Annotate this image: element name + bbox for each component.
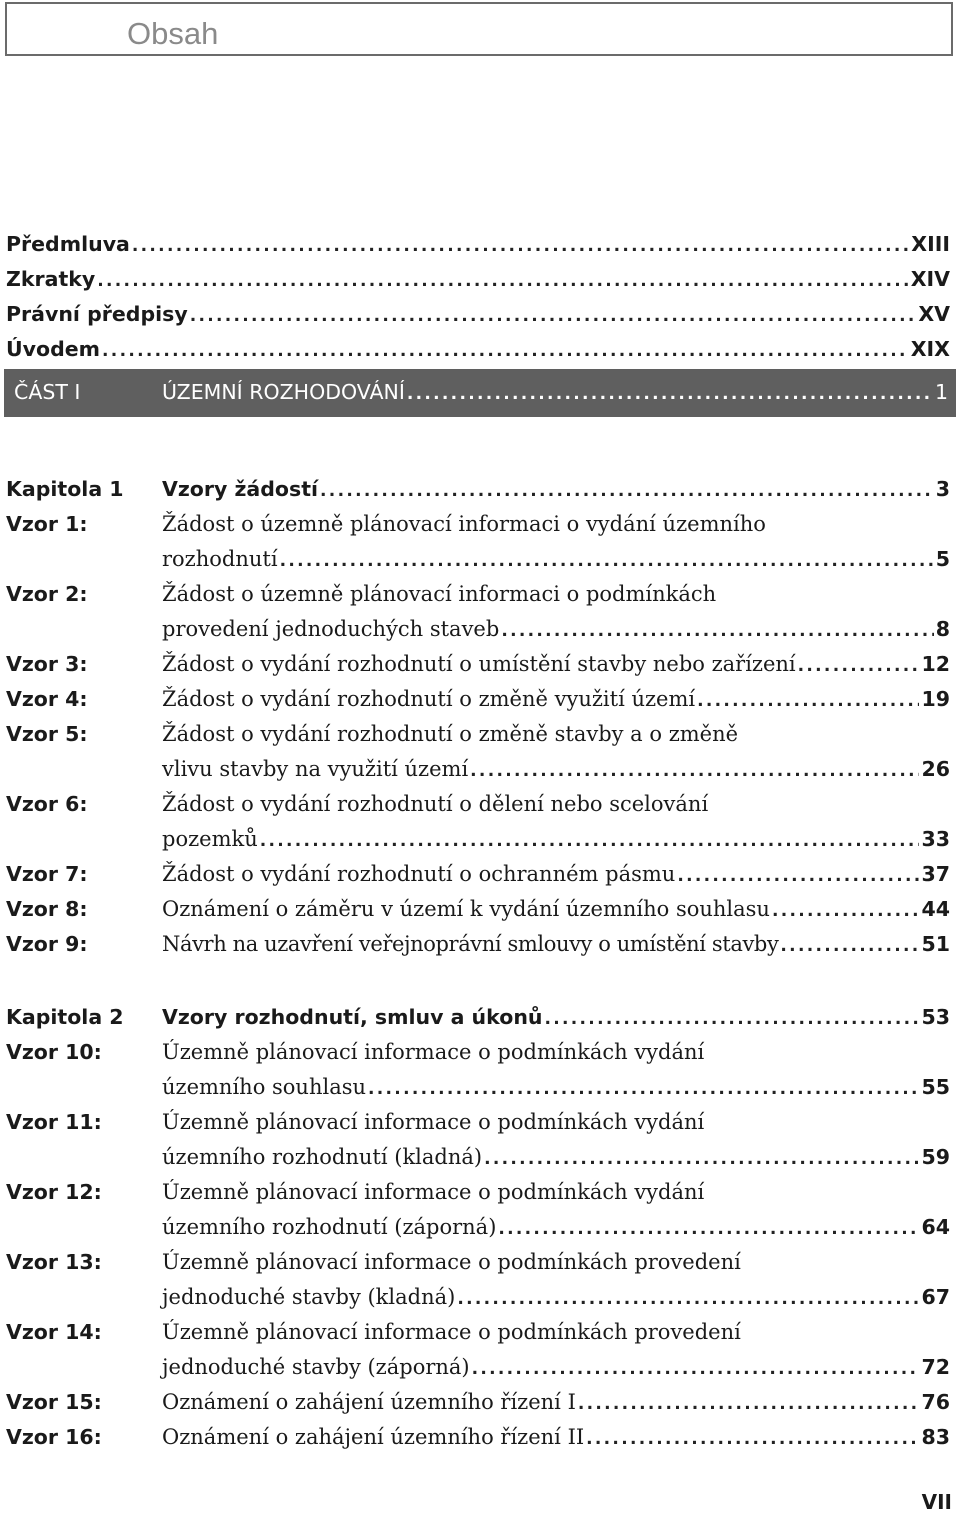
- entry-title-line1: Žádost o vydání rozhodnutí o ochranném pásmu: [162, 862, 676, 886]
- entry-title-line2: územního souhlasu: [162, 1075, 367, 1099]
- entry-title-line2: jednoduché stavby (záporná): [162, 1355, 470, 1379]
- chapter-title: Vzory rozhodnutí, smluv a úkonů: [162, 1005, 543, 1029]
- chapter-page: 53: [921, 1005, 950, 1029]
- entry-title-line1: Žádost o vydání rozhodnutí o umístění stavby nebo zařízení: [162, 652, 796, 676]
- toc-entry-vzor-14-cont[interactable]: [6, 1350, 950, 1385]
- entry-page: 5: [935, 547, 950, 571]
- entry-title-line1: Žádost o územně plánovací informaci o podmínkách: [162, 582, 717, 606]
- toc-entry-page: XIX: [910, 337, 950, 361]
- entry-page: 83: [921, 1425, 950, 1449]
- entry-title-line1: Oznámení o záměru v území k vydání územního souhlasu: [162, 897, 770, 921]
- entry-title-line2: rozhodnutí: [162, 547, 278, 571]
- leader-dots: [457, 1282, 919, 1317]
- toc-entry-front-1[interactable]: [6, 262, 950, 297]
- chapter-entry-2[interactable]: [6, 1000, 950, 1035]
- toc-entry-title: Zkratky: [6, 267, 96, 291]
- page-number: VII: [921, 1490, 952, 1514]
- toc-entry-vzor-4[interactable]: [6, 682, 950, 717]
- toc-entry-vzor-13-cont[interactable]: [6, 1280, 950, 1315]
- leader-dots: [798, 649, 920, 684]
- entry-title-line1: Žádost o vydání rozhodnutí o změně využití území: [162, 687, 696, 711]
- entry-label: Vzor 3:: [6, 652, 88, 676]
- chapter-label: Kapitola 1: [6, 477, 124, 501]
- entry-title-line2: územního rozhodnutí (kladná): [162, 1145, 483, 1169]
- entry-label: Vzor 6:: [6, 792, 88, 816]
- entry-title-line2: jednoduché stavby (kladná): [162, 1285, 456, 1309]
- entry-label: Vzor 7:: [6, 862, 88, 886]
- toc-entry-title: Předmluva: [6, 232, 130, 256]
- toc-entry-vzor-2-cont[interactable]: [6, 612, 950, 647]
- entry-page: 26: [921, 757, 950, 781]
- part-title: ÚZEMNÍ ROZHODOVÁNÍ: [162, 380, 405, 404]
- toc-entry-page: XIV: [910, 267, 950, 291]
- entry-title-line1: Oznámení o zahájení územního řízení I: [162, 1390, 576, 1414]
- entry-title-line2: pozemků: [162, 827, 258, 851]
- chapter-entry-1[interactable]: [6, 472, 950, 507]
- leader-dots: [407, 377, 933, 412]
- leader-dots: [484, 1142, 919, 1177]
- entry-page: 51: [921, 932, 950, 956]
- entry-page: 33: [921, 827, 950, 851]
- toc-entry-vzor-1[interactable]: [6, 507, 950, 542]
- leader-dots: [677, 859, 919, 894]
- entry-label: Vzor 13:: [6, 1250, 102, 1274]
- leader-dots: [102, 334, 909, 369]
- leader-dots: [772, 894, 920, 929]
- part-page: 1: [934, 380, 948, 404]
- toc-entry-vzor-10[interactable]: [6, 1035, 950, 1070]
- entry-page: 44: [921, 897, 950, 921]
- entry-title-line1: Územně plánovací informace o podmínkách provedení: [162, 1320, 741, 1344]
- toc-entry-vzor-8[interactable]: [6, 892, 950, 927]
- leader-dots: [578, 1387, 920, 1422]
- entry-title-line1: Návrh na uzavření veřejnoprávní smlouvy o umístění stavby: [162, 932, 779, 956]
- entry-page: 76: [921, 1390, 950, 1414]
- entry-label: Vzor 16:: [6, 1425, 102, 1449]
- leader-dots: [586, 1422, 919, 1457]
- entry-label: Vzor 9:: [6, 932, 88, 956]
- leader-dots: [190, 299, 917, 334]
- entry-title-line1: Žádost o vydání rozhodnutí o změně stavby a o změně: [162, 722, 739, 746]
- entry-label: Vzor 12:: [6, 1180, 102, 1204]
- toc-entry-vzor-2[interactable]: [6, 577, 950, 612]
- entry-page: 55: [921, 1075, 950, 1099]
- toc-entry-vzor-12-cont[interactable]: [6, 1210, 950, 1245]
- entry-label: Vzor 2:: [6, 582, 88, 606]
- leader-dots: [320, 474, 934, 509]
- entry-label: Vzor 8:: [6, 897, 88, 921]
- entry-label: Vzor 15:: [6, 1390, 102, 1414]
- toc-entry-front-3[interactable]: [6, 332, 950, 367]
- leader-dots: [97, 264, 908, 299]
- entry-title-line2: provedení jednoduchých staveb: [162, 617, 500, 641]
- chapter-page: 3: [935, 477, 950, 501]
- toc-entry-vzor-13[interactable]: [6, 1245, 950, 1280]
- toc-entry-vzor-5[interactable]: [6, 717, 950, 752]
- toc-entry-front-2[interactable]: [6, 297, 950, 332]
- chapter-label: Kapitola 2: [6, 1005, 124, 1029]
- toc-entry-vzor-6-cont[interactable]: [6, 822, 950, 857]
- entry-page: 67: [921, 1285, 950, 1309]
- toc-entry-vzor-16[interactable]: [6, 1420, 950, 1455]
- leader-dots: [780, 929, 919, 964]
- toc-entry-front-0[interactable]: [6, 227, 950, 262]
- toc-entry-vzor-12[interactable]: [6, 1175, 950, 1210]
- toc-entry-title: Právní předpisy: [6, 302, 188, 326]
- leader-dots: [368, 1072, 919, 1107]
- leader-dots: [132, 229, 909, 264]
- entry-page: 72: [921, 1355, 950, 1379]
- leader-dots: [545, 1002, 920, 1037]
- toc-entry-vzor-7[interactable]: [6, 857, 950, 892]
- entry-label: Vzor 4:: [6, 687, 88, 711]
- entry-title-line2: vlivu stavby na využití území: [162, 757, 469, 781]
- chapter-title: Vzory žádostí: [162, 477, 319, 501]
- toc-entry-vzor-15[interactable]: [6, 1385, 950, 1420]
- leader-dots: [697, 684, 919, 719]
- entry-page: 37: [921, 862, 950, 886]
- leader-dots: [501, 614, 933, 649]
- toc-entry-vzor-10-cont[interactable]: [6, 1070, 950, 1105]
- contents-title: Obsah: [127, 16, 219, 51]
- entry-title-line1: Územně plánovací informace o podmínkách vydání: [162, 1110, 705, 1134]
- entry-page: 8: [935, 617, 950, 641]
- entry-title-line1: Územně plánovací informace o podmínkách vydání: [162, 1180, 705, 1204]
- toc-entry-vzor-6[interactable]: [6, 787, 950, 822]
- toc-entry-vzor-14[interactable]: [6, 1315, 950, 1350]
- leader-dots: [280, 544, 934, 579]
- part-heading-bar[interactable]: [4, 369, 956, 417]
- toc-entry-title: Úvodem: [6, 337, 101, 361]
- entry-title-line1: Územně plánovací informace o podmínkách vydání: [162, 1040, 705, 1064]
- toc-entry-page: XV: [918, 302, 950, 326]
- entry-title-line1: Oznámení o zahájení územního řízení II: [162, 1425, 585, 1449]
- entry-page: 59: [921, 1145, 950, 1169]
- entry-title-line1: Žádost o vydání rozhodnutí o dělení nebo scelování: [162, 792, 709, 816]
- entry-title-line1: Žádost o územně plánovací informaci o vydání územního: [162, 512, 766, 536]
- entry-title-line2: územního rozhodnutí (záporná): [162, 1215, 497, 1239]
- toc-entry-vzor-1-cont[interactable]: [6, 542, 950, 577]
- entry-label: Vzor 10:: [6, 1040, 102, 1064]
- toc-entry-vzor-11-cont[interactable]: [6, 1140, 950, 1175]
- entry-page: 64: [921, 1215, 950, 1239]
- leader-dots: [498, 1212, 919, 1247]
- entry-label: Vzor 1:: [6, 512, 88, 536]
- entry-label: Vzor 11:: [6, 1110, 102, 1134]
- toc-entry-vzor-11[interactable]: [6, 1105, 950, 1140]
- part-heading: [14, 375, 948, 410]
- entry-label: Vzor 14:: [6, 1320, 102, 1344]
- leader-dots: [470, 754, 919, 789]
- leader-dots: [472, 1352, 920, 1387]
- entry-label: Vzor 5:: [6, 722, 88, 746]
- toc-entry-vzor-9[interactable]: [6, 927, 950, 962]
- leader-dots: [260, 824, 920, 859]
- part-label: ČÁST I: [14, 380, 81, 404]
- entry-page: 12: [921, 652, 950, 676]
- toc-entry-vzor-3[interactable]: [6, 647, 950, 682]
- entry-page: 19: [921, 687, 950, 711]
- toc-entry-page: XIII: [911, 232, 950, 256]
- contents-header-frame: [5, 2, 953, 56]
- toc-entry-vzor-5-cont[interactable]: [6, 752, 950, 787]
- entry-title-line1: Územně plánovací informace o podmínkách provedení: [162, 1250, 741, 1274]
